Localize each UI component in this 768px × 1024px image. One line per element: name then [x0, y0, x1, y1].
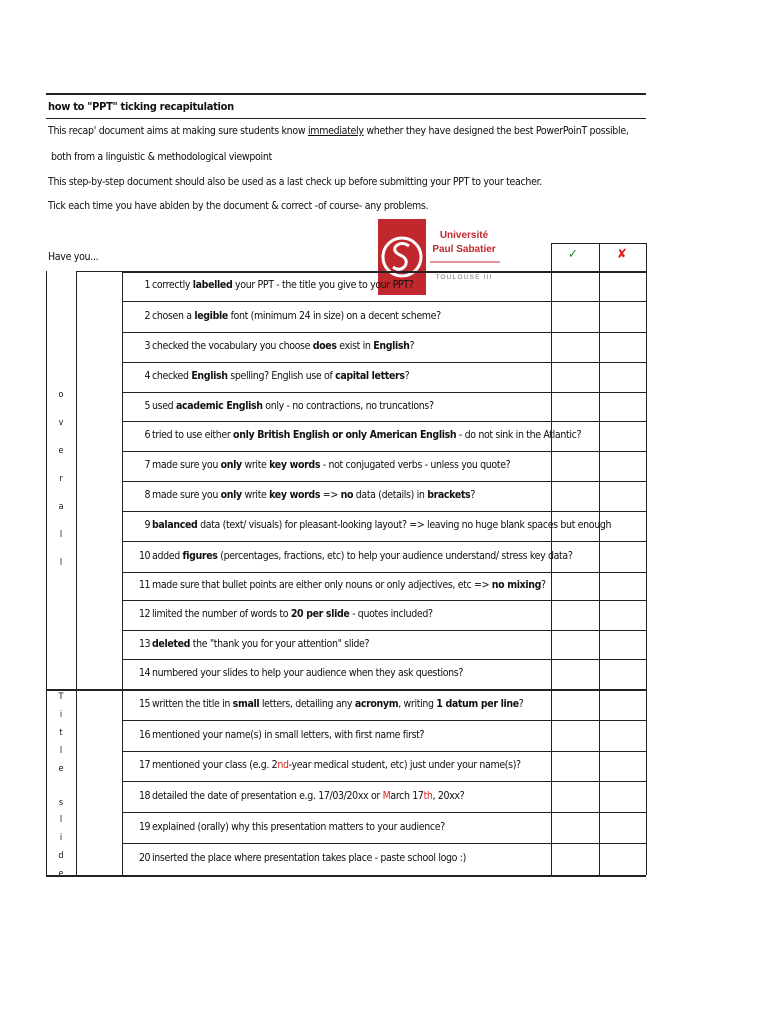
- cross-cell[interactable]: [600, 512, 645, 540]
- row-text-segment: write: [241, 489, 270, 501]
- row-text-segment: inserted the place where presentation takes place - paste school logo :): [152, 852, 466, 864]
- row-text: [152, 340, 414, 352]
- row-text: [152, 638, 369, 650]
- row-number: 19: [138, 820, 150, 833]
- group-letter: d: [58, 851, 64, 862]
- check-cell[interactable]: [552, 542, 598, 571]
- row-text: [152, 579, 546, 591]
- cross-cell[interactable]: [600, 782, 645, 811]
- row-text: [152, 729, 424, 741]
- row-text-segment: key words: [269, 459, 321, 471]
- row-text-segment: your PPT - the title you give to your PPT?: [232, 279, 414, 291]
- cross-cell[interactable]: [600, 333, 645, 361]
- group-letter: a: [58, 501, 64, 512]
- row-text-segment: , 20xx?: [432, 789, 465, 802]
- grid-vline: [46, 271, 47, 875]
- row-text-segment: =>: [320, 489, 341, 501]
- check-header-icon: ✓: [568, 247, 578, 262]
- row-text: [152, 667, 463, 679]
- row-text-segment: only British English or only American English: [233, 429, 457, 441]
- row-text-segment: written the title in: [152, 697, 233, 710]
- check-cell[interactable]: [552, 422, 598, 450]
- row-text-segment: made sure you: [152, 489, 221, 501]
- group-letter: T: [58, 692, 64, 702]
- group-letter: e: [58, 763, 64, 774]
- row-number: 12: [138, 608, 150, 620]
- check-cell[interactable]: [552, 844, 598, 874]
- group-letter: i: [59, 709, 63, 720]
- check-cell[interactable]: [552, 782, 598, 811]
- row-text: [152, 759, 521, 771]
- row-text-segment: brackets: [427, 489, 471, 501]
- row-number: 3: [144, 340, 150, 352]
- row-text-segment: ?: [541, 579, 546, 591]
- row-text: [152, 459, 510, 471]
- group-letter: i: [59, 833, 63, 844]
- group-letter: l: [59, 529, 63, 540]
- row-text-segment: labelled: [192, 279, 233, 291]
- cross-cell[interactable]: [600, 482, 645, 510]
- row-text-segment: - quotes included?: [349, 608, 433, 620]
- row-text-segment: data (details) in: [353, 489, 428, 501]
- row-text-segment: balanced: [152, 519, 198, 531]
- row-text-segment: ?: [404, 370, 410, 382]
- check-cell[interactable]: [552, 573, 598, 599]
- row-text-segment: no mixing: [491, 579, 542, 591]
- row-text-segment: numbered your slides to help your audience when they ask questions?: [152, 667, 464, 679]
- row-number: 5: [144, 399, 150, 412]
- row-text-segment: th: [423, 789, 433, 802]
- row-number: 20: [138, 852, 150, 864]
- cross-cell[interactable]: [600, 721, 645, 750]
- row-text-segment: key words: [269, 489, 321, 501]
- cross-cell[interactable]: [600, 844, 645, 874]
- row-text-segment: deleted: [152, 637, 191, 650]
- row-text: [152, 400, 434, 412]
- logo-line-1: Université: [439, 230, 489, 241]
- document-title: how to "PPT" ticking recapitulation: [48, 100, 234, 113]
- grid-hline: [76, 271, 122, 272]
- row-text-segment: arch 17: [390, 789, 424, 802]
- group-letter: t: [59, 727, 63, 738]
- row-text-segment: English: [191, 370, 228, 382]
- have-you-label: Have you...: [48, 251, 99, 263]
- row-text-segment: English: [373, 340, 410, 352]
- row-text-segment: only - no contractions, no truncations?: [262, 399, 434, 412]
- cross-cell[interactable]: [600, 542, 645, 571]
- cross-cell[interactable]: [600, 452, 645, 480]
- row-text-segment: letters, detailing any: [259, 697, 355, 710]
- row-text-segment: legible: [194, 309, 228, 322]
- check-cell[interactable]: [552, 660, 598, 688]
- check-cell[interactable]: [552, 302, 598, 331]
- grid-hline: [46, 875, 646, 877]
- row-text-segment: no: [340, 489, 354, 501]
- cross-cell[interactable]: [600, 752, 645, 780]
- row-text-segment: -year medical student, etc) just under your name(s)?: [288, 759, 521, 771]
- check-cell[interactable]: [552, 452, 598, 480]
- check-cell[interactable]: [552, 393, 598, 420]
- cross-cell[interactable]: [600, 813, 645, 842]
- cross-cell[interactable]: [600, 601, 645, 629]
- row-text-segment: made sure you: [152, 459, 221, 471]
- row-text-segment: ?: [409, 340, 415, 352]
- row-text: [152, 698, 523, 710]
- row-number: 9: [144, 519, 150, 531]
- row-number: 1: [144, 279, 150, 291]
- row-text-segment: , writing: [398, 697, 437, 710]
- row-text-segment: correctly: [152, 279, 193, 291]
- row-text-segment: does: [312, 340, 337, 352]
- row-number: 6: [144, 429, 150, 441]
- checklist-table: [46, 243, 646, 877]
- row-text-segment: ?: [470, 489, 476, 501]
- row-number: 18: [138, 789, 150, 802]
- check-cell[interactable]: [552, 482, 598, 510]
- group-letter: l: [59, 745, 63, 756]
- check-cell[interactable]: [552, 363, 598, 391]
- cross-cell[interactable]: [600, 302, 645, 331]
- row-text-segment: 1 datum per line: [436, 697, 519, 710]
- row-text-segment: exist in: [336, 340, 374, 352]
- row-text-segment: checked: [152, 370, 192, 382]
- check-cell[interactable]: [552, 813, 598, 842]
- check-cell[interactable]: [552, 631, 598, 658]
- check-cell[interactable]: [552, 601, 598, 629]
- row-text-segment: font (minimum 24 in size) on a decent scheme?: [227, 309, 441, 322]
- row-text: [152, 489, 475, 501]
- intro-line-1: This recap' document aims at making sure students know immediately whether they have designed the best PowerPoinT possible,: [48, 125, 629, 137]
- check-cell[interactable]: [552, 752, 598, 780]
- row-text: [152, 370, 409, 382]
- group-letter: v: [58, 417, 64, 428]
- row-text: [152, 279, 413, 291]
- row-number: 16: [138, 728, 150, 741]
- row-text-segment: checked the vocabulary you choose: [152, 340, 313, 352]
- row-text: [152, 608, 433, 620]
- cross-cell[interactable]: [600, 660, 645, 688]
- row-text-segment: M: [382, 789, 391, 802]
- cross-cell[interactable]: [600, 422, 645, 450]
- top-rule: [46, 93, 646, 95]
- row-text-segment: made sure that bullet points are either only nouns or only adjectives, etc =>: [152, 579, 492, 591]
- check-cell[interactable]: [552, 721, 598, 750]
- intro-line-2: both from a linguistic & methodological viewpoint: [51, 151, 272, 163]
- row-text-segment: figures: [182, 549, 218, 562]
- group-letter: l: [59, 815, 63, 826]
- row-number: 4: [144, 370, 150, 382]
- check-cell[interactable]: [552, 512, 598, 540]
- row-text: [152, 790, 464, 802]
- cross-cell[interactable]: [600, 631, 645, 658]
- grid-hline: [551, 243, 647, 244]
- cross-cell[interactable]: [600, 363, 645, 391]
- row-text: [152, 550, 573, 562]
- row-text-segment: only: [220, 459, 242, 471]
- cross-cell[interactable]: [600, 573, 645, 599]
- row-text-segment: detailed the date of presentation e.g. 17/03/20xx or: [152, 789, 383, 802]
- intro-line-3: This step-by-step document should also be used as a last check up before submitting your PPT to your teacher.: [48, 176, 542, 188]
- row-number: 10: [138, 549, 150, 562]
- row-text-segment: explained (orally) why this presentation matters to your audience?: [152, 820, 445, 833]
- row-text-segment: 20 per slide: [290, 608, 350, 620]
- group-letter: e: [58, 445, 64, 456]
- row-text: [152, 429, 581, 441]
- row-text: [152, 310, 441, 322]
- logo-line-2: Paul Sabatier: [432, 244, 496, 255]
- row-text-segment: capital letters: [335, 370, 405, 382]
- row-number: 2: [144, 309, 150, 322]
- group-title-slide: [46, 689, 76, 879]
- row-text-segment: used: [152, 399, 176, 412]
- row-text-segment: - not conjugated verbs - unless you quote?: [320, 459, 511, 471]
- intro-line-4: Tick each time you have abiden by the document & correct -of course- any problems.: [48, 200, 429, 212]
- group-letter: s: [58, 797, 64, 808]
- row-text-segment: limited the number of words to: [152, 608, 291, 620]
- row-number: 17: [138, 759, 150, 771]
- cross-cell[interactable]: [600, 272, 645, 300]
- row-text: [152, 852, 466, 864]
- row-text-segment: spelling? English use of: [227, 370, 336, 382]
- row-number: 11: [138, 579, 150, 591]
- row-text-segment: (percentages, fractions, etc) to help your audience understand/ stress key data?: [217, 549, 573, 562]
- row-text-segment: ?: [518, 697, 524, 710]
- cross-cell[interactable]: [600, 393, 645, 420]
- check-cell[interactable]: [552, 272, 598, 300]
- row-number: 8: [144, 489, 150, 501]
- row-text-segment: - do not sink in the Atlantic?: [456, 429, 582, 441]
- row-number: 13: [138, 637, 150, 650]
- grid-vline: [76, 271, 77, 875]
- check-cell[interactable]: [552, 333, 598, 361]
- group-letter: o: [58, 389, 64, 400]
- row-text-segment: small: [232, 697, 260, 710]
- row-text-segment: added: [152, 549, 183, 562]
- logo-line-3: TOULOUSE III: [435, 274, 493, 281]
- row-number: 7: [144, 459, 150, 471]
- cross-cell[interactable]: [600, 690, 645, 719]
- row-text: [152, 519, 611, 531]
- row-text-segment: chosen a: [152, 309, 195, 322]
- row-text-segment: data (text/ visuals) for pleasant-looking layout? => leaving no huge blank spaces but enough: [197, 519, 612, 531]
- row-text-segment: only: [220, 489, 242, 501]
- group-overall: [46, 271, 76, 687]
- row-text-segment: write: [241, 459, 270, 471]
- row-text-segment: tried to use either: [152, 429, 234, 441]
- row-text-segment: mentioned your class (e.g. 2: [152, 759, 278, 771]
- grid-vline: [646, 243, 647, 875]
- check-cell[interactable]: [552, 690, 598, 719]
- row-text-segment: academic English: [175, 399, 263, 412]
- title-rule: [46, 118, 646, 119]
- group-letter: r: [59, 473, 63, 484]
- cross-header-icon: ✘: [617, 247, 627, 262]
- row-text-segment: acronym: [354, 697, 399, 710]
- row-text: [152, 821, 445, 833]
- row-text-segment: mentioned your name(s) in small letters, with first name first?: [152, 728, 425, 741]
- group-letter: l: [59, 557, 63, 568]
- row-number: 15: [138, 697, 150, 710]
- row-text-segment: the "thank you for your attention" slide?: [190, 637, 370, 650]
- row-text-segment: nd: [277, 759, 289, 771]
- row-number: 14: [138, 667, 150, 679]
